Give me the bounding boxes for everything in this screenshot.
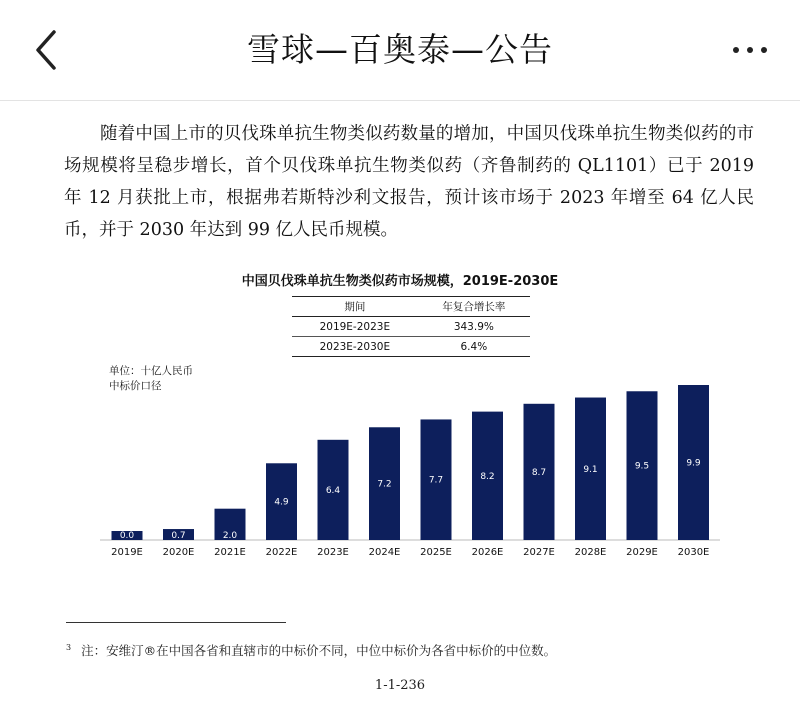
bar-value-label: 0.0 [119,531,135,541]
bar-value-label: 8.2 [480,471,495,482]
chart-unit-line: 中标价口径 [109,380,162,392]
cagr-header-period: 期间 [344,301,366,313]
table-row [292,317,530,337]
x-tick-label: 2026E [471,547,504,558]
bar-value-label: 8.7 [531,467,547,478]
bar-value-label: 9.1 [583,464,598,475]
x-tick-label: 2030E [677,547,710,558]
x-tick-label: 2025E [420,547,452,558]
cagr-table-header [292,297,530,317]
bar-value-label: 9.9 [686,458,701,469]
x-tick-label: 2029E [626,547,658,558]
more-horizontal-icon[interactable] [730,40,770,60]
bar-value-label: 9.5 [634,461,650,472]
footnote-text: 注：安维汀®在中国各省和直辖市的中标价不同，中位中标价为各省中标价的中位数。 [81,643,557,658]
table-row [292,337,530,357]
cagr-period: 2023E-2030E [319,340,391,353]
page-number: 1-1-236 [374,678,426,693]
footnote-divider [66,622,286,623]
x-tick-label: 2022E [265,547,298,558]
cagr-rate: 343.9% [453,320,494,333]
footnote [66,641,766,659]
x-tick-label: 2028E [574,547,607,558]
top-nav-bar [0,0,800,101]
page-title: 雪球—百奥泰—公告 [247,30,553,69]
x-tick-label: 2027E [523,547,555,558]
bar-value-label: 6.4 [325,485,341,496]
x-tick-label: 2024E [368,547,401,558]
bar-value-label: 7.7 [428,475,444,486]
x-tick-label: 2019E [111,547,143,558]
chart-unit-line: 单位：十亿人民币 [109,365,193,377]
footnote-marker: 3 [66,642,72,652]
bar-chart [0,360,800,570]
bar-value-label: 2.0 [222,531,238,541]
cagr-table [292,296,530,357]
cagr-header-rate: 年复合增长率 [442,301,506,313]
chart-title: 中国贝伐珠单抗生物类似药市场规模，2019E-2030E [241,274,559,289]
x-tick-label: 2021E [214,547,246,558]
body-paragraph: 随着中国上市的贝伐珠单抗生物类似药数量的增加，中国贝伐珠单抗生物类似药的市场规模将呈稳步增长，首个贝伐珠单抗生物类似药（齐鲁制药的 QL1101）已于 2019 年 12 月获批上市，根据弗若斯特沙利文报告，预计该市场于 2023 年增至 64 亿人民币，并于 2030 年达到 99 亿人民币规模。 [64,124,754,240]
cagr-period: 2019E-2023E [319,320,391,333]
bar-value-label: 4.9 [274,497,289,508]
x-tick-label: 2020E [162,547,195,558]
x-tick-label: 2023E [317,547,349,558]
cagr-rate: 6.4% [460,340,488,353]
bar-value-label: 7.2 [377,479,392,490]
bar-value-label: 0.7 [171,531,186,541]
